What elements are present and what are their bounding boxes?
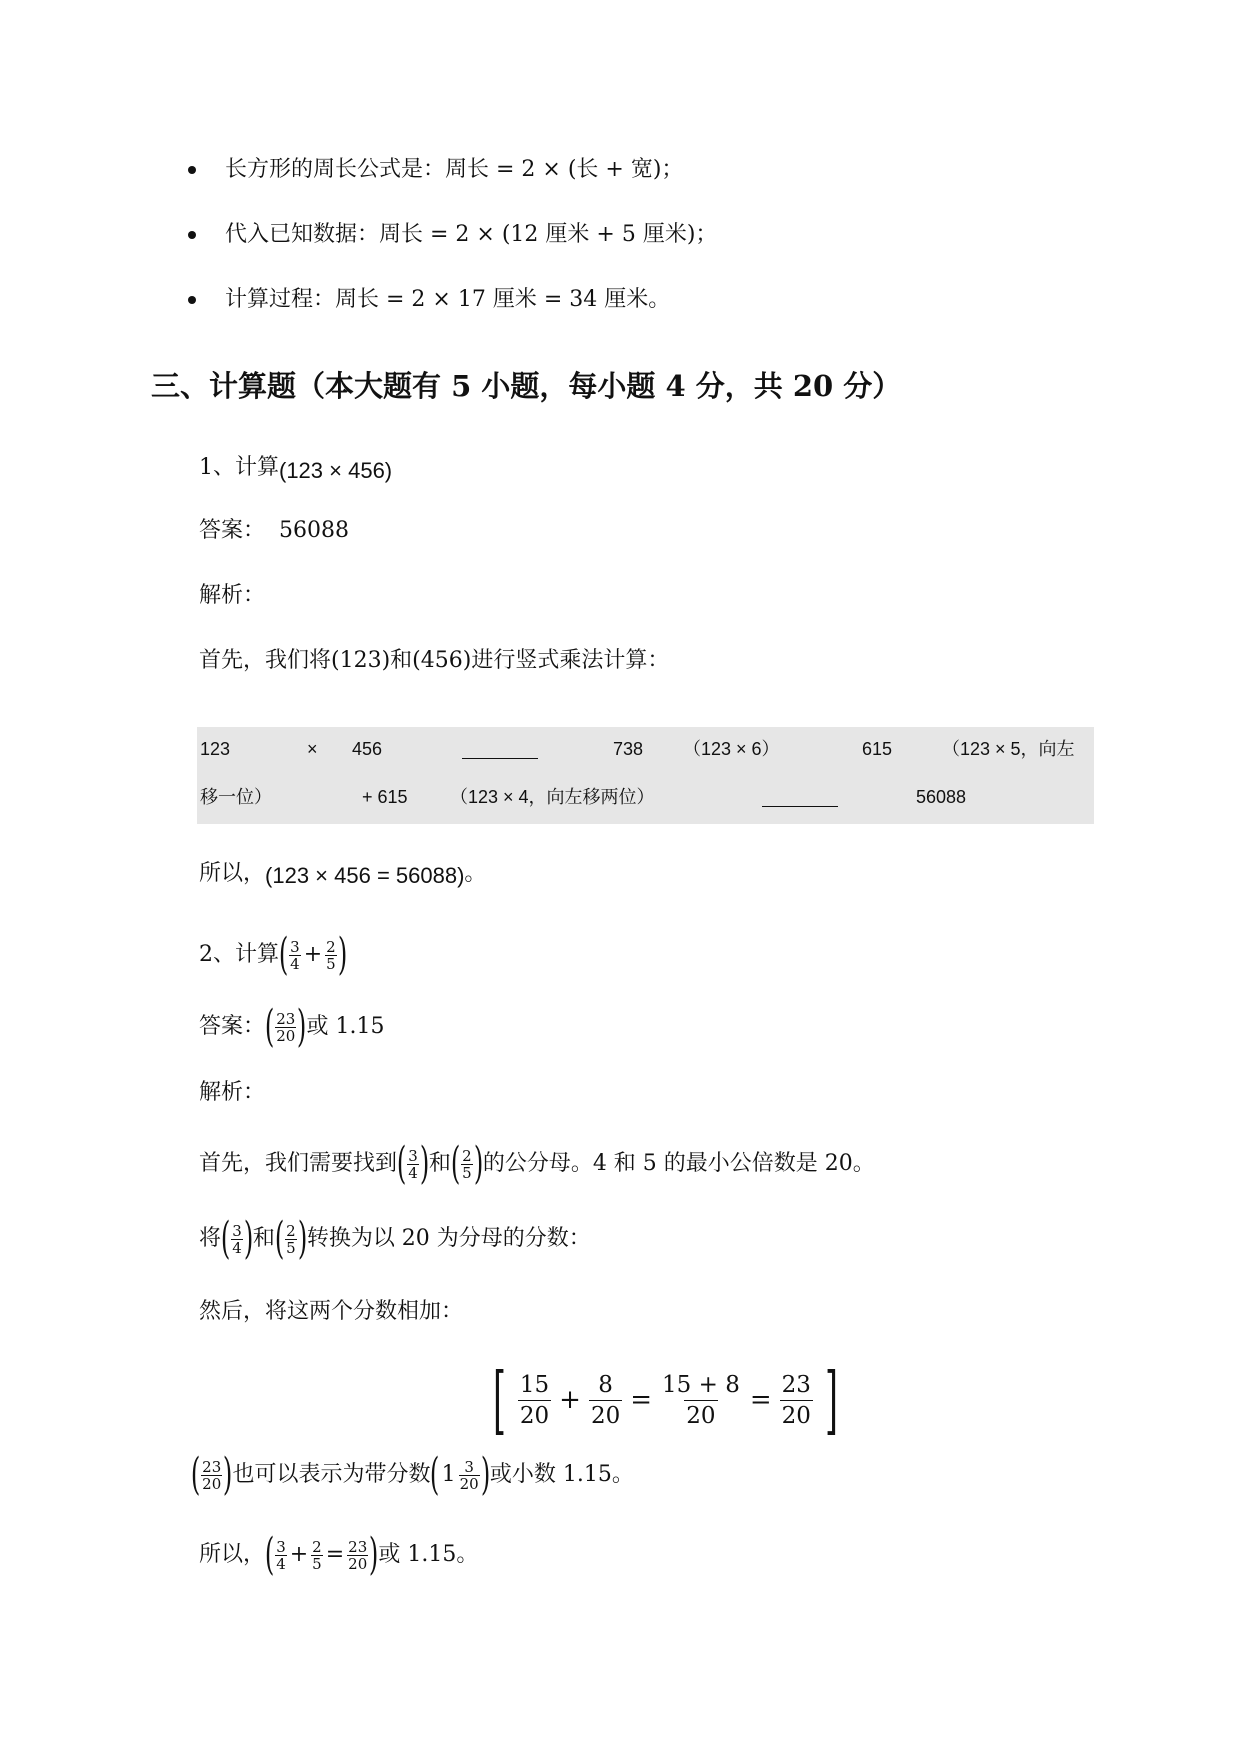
working-partial-2-note: （123 × 5，向左 [942,739,1075,759]
answer-label: 答案： [199,1014,266,1039]
working-rule [762,806,838,807]
numerator: 2 [326,937,336,956]
paren: ( [264,1001,275,1052]
paren: ) [480,1449,491,1500]
q1-analysis-label: 解析： [199,583,266,608]
numerator: 15 + 8 [662,1371,740,1398]
paren: ( [264,1529,275,1580]
section-heading: 三、计算题（本大题有 5 小题，每小题 4 分，共 20 分） [151,369,902,403]
fraction-8-20 [589,1370,622,1431]
denominator: 20 [684,1400,717,1431]
decimal-value: 1.15 [335,1014,385,1039]
denominator: 20 [276,1026,296,1045]
answer-label: 答案： [199,518,266,543]
q2-add-line: 然后，将这两个分数相加： [199,1299,464,1324]
multiplication-working-block [197,727,1094,824]
q2-mixed-line [190,1449,634,1500]
bullet-marker [188,231,196,239]
fraction-3-4 [289,939,301,972]
denominator: 5 [286,1238,296,1257]
paren: ) [369,1529,379,1580]
conclusion-prefix: 所以， [199,861,266,886]
fraction-15-20 [518,1370,551,1431]
paren: ) [473,1138,483,1189]
paren: ( [274,1213,285,1264]
paren: ) [297,1213,307,1264]
fraction-sum [660,1370,742,1431]
numerator: 2 [462,1146,472,1165]
working-operand-b: 456 [352,739,383,759]
fraction-23-20 [275,1011,296,1044]
q1-answer [199,516,349,546]
lcd-text: 首先，我们需要找到 [199,1151,398,1176]
q1-expression: (123 × 456) [279,458,393,483]
numerator: 2 [312,1537,322,1556]
working-partial-3-note: （123 × 4，向左移两位） [450,787,655,807]
q2-answer [199,1001,385,1052]
convert-text: 将 [199,1226,222,1251]
numerator: 2 [286,1221,296,1240]
fraction-23-20 [780,1370,813,1431]
working-operand-a: 123 [200,739,231,759]
q1-conclusion [199,858,486,889]
paren: ( [450,1138,461,1189]
denominator: 20 [780,1400,813,1431]
working-partial-3: + 615 [362,787,408,807]
numerator: 23 [781,1371,811,1398]
fraction-2-5 [285,1223,297,1256]
numerator: 23 [276,1009,296,1028]
and-text: 和 [428,1151,451,1176]
fraction-sum-equation [485,1357,846,1443]
numerator: 23 [348,1537,368,1556]
fraction-3-4 [407,1148,419,1181]
right-bracket: ] [824,1357,838,1443]
numerator: 3 [464,1457,474,1476]
fraction-3-20 [459,1459,480,1492]
numerator: 8 [598,1371,613,1398]
bullet-item-1: 长方形的周长公式是：周长 = 2 × (长 + 宽)； [225,157,684,182]
mixed-text: 也可以表示为带分数 [232,1462,431,1487]
and-text: 和 [252,1226,275,1251]
lcd-text: 的公分母。4 和 5 的最小公倍数是 20。 [482,1151,875,1176]
or-text: 或 [306,1014,329,1039]
paren: ( [396,1138,407,1189]
bullet-item-3: 计算过程：周长 = 2 × 17 厘米 = 34 厘米。 [225,287,671,312]
equals-sign: = [749,1385,772,1415]
denominator: 20 [348,1554,368,1573]
fraction-3-4 [275,1539,287,1572]
q2-lcd-line [199,1138,875,1189]
plus-sign: + [303,942,323,967]
fraction-2-5 [461,1148,473,1181]
numerator: 15 [519,1371,550,1398]
numerator: 3 [232,1221,242,1240]
paren: ) [243,1213,254,1264]
mixed-text: 或小数 1.15。 [489,1462,634,1487]
working-partial-1-note: （123 × 6） [683,739,780,759]
mixed-whole: 1 [441,1462,456,1487]
paren: ( [190,1449,201,1500]
paren: ( [278,929,289,980]
final-prefix: 所以， [199,1542,266,1567]
denominator: 20 [459,1474,479,1493]
denominator: 4 [290,954,300,973]
q2-prefix: 2、计算 [199,942,279,967]
q1-step-1: 首先，我们将(123)和(456)进行竖式乘法计算： [199,648,670,673]
fraction-23-20 [201,1459,222,1492]
working-partial-2-note-cont: 移一位） [200,787,272,807]
q1-prompt [199,452,392,483]
denominator: 20 [589,1400,622,1431]
fraction-23-20 [347,1539,368,1572]
denominator: 4 [276,1554,286,1573]
q2-analysis-label: 解析： [199,1080,266,1105]
q2-prompt [199,929,348,980]
working-result: 56088 [916,787,967,807]
denominator: 5 [326,954,336,973]
equals-sign: = [630,1385,653,1415]
fraction-2-5 [325,939,337,972]
final-suffix: 或 1.15。 [378,1542,479,1567]
bullet-marker [188,166,196,174]
denominator: 5 [462,1163,472,1182]
denominator: 20 [202,1474,222,1493]
numerator: 23 [202,1457,222,1476]
numerator: 3 [290,937,300,956]
q1-prefix: 1、计算 [199,455,279,480]
denominator: 4 [232,1238,242,1257]
fraction-3-4 [231,1223,243,1256]
denominator: 20 [518,1400,551,1431]
paren: ) [419,1138,430,1189]
plus-sign: + [559,1385,581,1415]
numerator: 3 [408,1146,418,1165]
working-partial-1: 738 [613,739,644,759]
bullet-item-2: 代入已知数据：周长 = 2 × (12 厘米 + 5 厘米)； [225,222,718,247]
working-rule [462,758,538,759]
paren: ( [220,1213,231,1264]
answer-value: 56088 [279,518,350,543]
q2-convert-line [199,1213,591,1264]
working-times-sign: × [307,739,318,759]
plus-sign: + [289,1542,309,1567]
equals-sign: = [325,1542,345,1567]
conclusion-expression: (123 × 456 = 56088) [265,863,465,888]
fraction-2-5 [311,1539,323,1572]
paren: ) [297,1001,307,1052]
paren: ( [430,1449,440,1500]
denominator: 5 [312,1554,322,1573]
bullet-marker [188,296,196,304]
working-partial-2: 615 [862,739,893,759]
conclusion-suffix: 。 [464,861,487,886]
q2-final-line [199,1529,479,1580]
convert-text: 转换为以 20 为分母的分数： [306,1226,591,1251]
paren: ) [337,929,348,980]
numerator: 3 [276,1537,286,1556]
denominator: 4 [408,1163,418,1182]
paren: ) [223,1449,233,1500]
left-bracket: [ [492,1357,506,1443]
